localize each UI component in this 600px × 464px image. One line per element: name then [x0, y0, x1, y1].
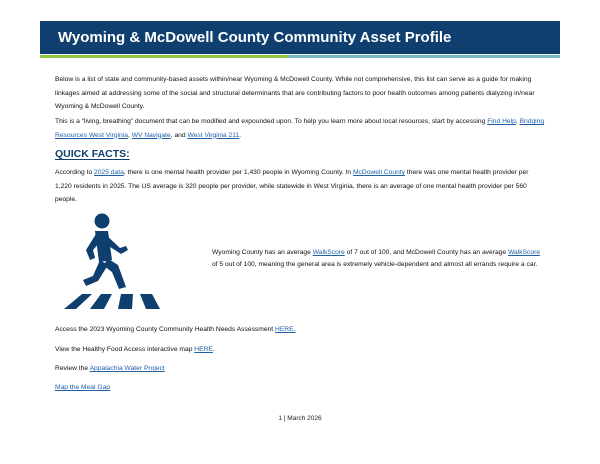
mcdowell-county-link[interactable]: McDowell County [352, 169, 406, 176]
food-access-here-link[interactable]: HERE [194, 346, 213, 353]
chna-here-link[interactable]: HERE. [274, 326, 296, 333]
walkscore-paragraph: Wyoming County has an average WalkScore of 7 out of 100, and McDowell County has an average WalkScore of 5 out of 100, meaning the general area is extremely vehicle-dependent and almost all errands require a car. [212, 248, 541, 269]
wv-navigate-link[interactable]: WV Navigate [131, 131, 171, 139]
mental-health-paragraph: According to 2025 data, there is one mental health provider per 1,430 people in Wyoming County. In McDowell County there was one mental health provider per 1,220 residents in 2025. The US average is 320 people per provider, while statewide in West Virginia, there is an average of one mental health provider per 560 people. [55, 169, 529, 203]
page-footer: 1 | March 2026 [278, 415, 322, 422]
appalachia-water-project-link[interactable]: Appalachia Water Project [89, 365, 165, 372]
pedestrian-crosswalk-icon [60, 212, 167, 309]
accent-rule-green [40, 55, 288, 58]
west-virginia-211-link[interactable]: West Virginia 211 [187, 131, 240, 139]
walkscore-link-wyoming[interactable]: WalkScore [312, 248, 345, 256]
meal-gap-line [55, 381, 546, 395]
food-access-line: View the Healthy Food Access interactive map HERE. [55, 346, 215, 353]
data-2025-link[interactable]: 2025 data [94, 169, 124, 176]
intro-paragraph: Below is a list of state and community-based assets within/near Wyoming & McDowell County. While not comprehensive, this list can serve as a guide for making linkages aimed at addressing some of the social and structural determinants that are contributing factors to poor health outcomes among patients dialyzing in/near Wyoming & McDowell County. [55, 76, 535, 110]
chna-line: Access the 2023 Wyoming County Community Health Needs Assessment HERE. [55, 326, 296, 333]
page-title: Wyoming & McDowell County Community Asset Profile [58, 29, 452, 46]
map-the-meal-gap-link[interactable]: Map the Meal Gap [55, 384, 111, 391]
resources-paragraph: This is a “living, breathing” document that can be modified and expounded upon. To help you learn more about local resources, start by accessing Find Help, Bridging Resources West Virginia, WV Navigate, and West Virginia 211. [55, 118, 545, 139]
water-project-line: Review the Appalachia Water Project [55, 365, 165, 372]
find-help-link[interactable]: Find Help [487, 118, 516, 125]
bridging-resources-link[interactable]: Bridging Resources West Virginia [55, 118, 545, 139]
walkscore-link-mcdowell[interactable]: WalkScore [507, 248, 541, 256]
accent-rule-teal [288, 55, 560, 58]
page-title-banner [40, 21, 560, 54]
quick-facts-heading: QUICK FACTS: [55, 148, 130, 160]
